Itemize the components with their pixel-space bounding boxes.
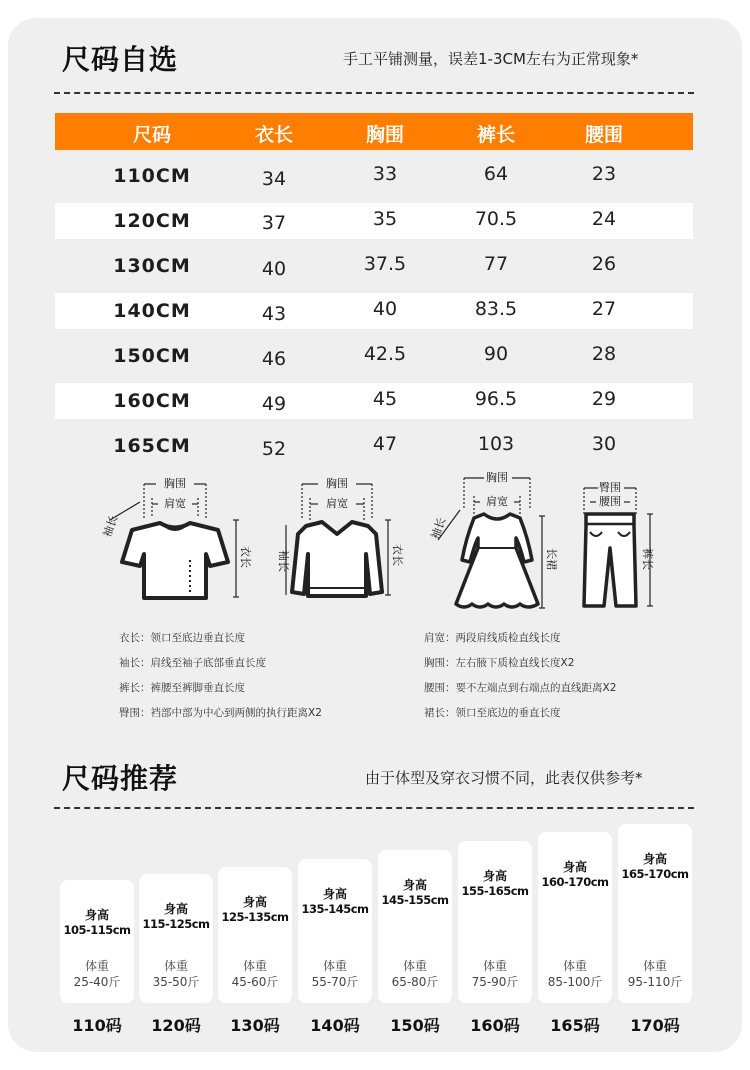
weight-label: 体重 — [242, 959, 267, 973]
sweater-chest-label: 胸围 — [326, 477, 348, 490]
weight-label: 体重 — [322, 959, 347, 973]
pants-diagram — [574, 478, 664, 613]
table-cell: 45 — [372, 388, 398, 410]
sweater-shoulder-label: 肩宽 — [326, 497, 348, 510]
desc-shoulder: 肩宽：两段肩线质检直线长度 — [424, 632, 561, 644]
weight-range: 55-70斤 — [311, 975, 359, 989]
section-title-size-recommend: 尺码推荐 — [62, 762, 179, 795]
table-cell: 24 — [591, 208, 617, 230]
recommend-size-label: 110码 — [72, 1016, 122, 1035]
table-cell: 83.5 — [474, 298, 518, 320]
desc-hip: 臀围：裆部中部为中心到两侧的执行距离X2 — [119, 707, 322, 719]
pants-length-label: 裤长 — [641, 548, 654, 570]
dress-shoulder-label: 肩宽 — [486, 495, 508, 508]
divider — [54, 92, 694, 94]
weight-label: 体重 — [562, 959, 587, 973]
pants-waist-label: 腰围 — [599, 495, 621, 508]
recommend-card — [139, 874, 213, 1003]
height-range: 105-115cm — [63, 923, 131, 937]
recommend-size-label: 120码 — [151, 1016, 201, 1035]
table-cell: 46 — [261, 348, 287, 370]
weight-range: 45-60斤 — [231, 975, 279, 989]
recommend-card — [60, 880, 134, 1003]
height-label: 身高 — [562, 860, 587, 874]
table-cell: 43 — [261, 303, 287, 325]
weight-label: 体重 — [482, 959, 507, 973]
height-range: 165-170cm — [621, 867, 689, 881]
height-label: 身高 — [163, 902, 188, 916]
dress-chest-label: 胸围 — [486, 471, 508, 484]
weight-label: 体重 — [84, 959, 109, 973]
tshirt-length-label: 衣长 — [239, 546, 252, 568]
height-range: 125-135cm — [221, 910, 289, 924]
sweater-sleeve-label: 袖长 — [277, 550, 290, 572]
table-cell-size: 120CM — [113, 210, 191, 232]
table-cell-size: 140CM — [113, 300, 191, 322]
table-cell: 77 — [483, 253, 509, 275]
table-cell: 64 — [483, 163, 509, 185]
header-waist: 腰围 — [584, 124, 624, 146]
table-cell: 35 — [372, 208, 398, 230]
recommend-card — [618, 824, 692, 1003]
sweater-length-label: 衣长 — [391, 544, 404, 566]
desc-waist: 腰围：要不左端点到右端点的直线距离X2 — [424, 682, 617, 694]
table-cell: 27 — [591, 298, 617, 320]
sweater-diagram — [272, 470, 402, 605]
height-range: 145-155cm — [381, 893, 449, 907]
height-range: 115-125cm — [142, 917, 210, 931]
height-range: 155-165cm — [461, 884, 529, 898]
recommend-card — [298, 859, 372, 1003]
measurement-note: 手工平铺测量，误差1-3CM左右为正常现象* — [343, 50, 639, 68]
table-cell: 26 — [591, 253, 617, 275]
weight-range: 65-80斤 — [391, 975, 439, 989]
weight-range: 95-110斤 — [627, 975, 683, 989]
height-label: 身高 — [322, 887, 347, 901]
table-cell: 23 — [591, 163, 617, 185]
table-cell-size: 150CM — [113, 345, 191, 367]
table-cell: 90 — [483, 343, 509, 365]
desc-sleeve: 袖长：肩线至袖子底部垂直长度 — [119, 657, 266, 669]
table-cell: 28 — [591, 343, 617, 365]
tshirt-chest-label: 胸围 — [164, 477, 186, 490]
table-cell-size: 165CM — [113, 435, 191, 457]
recommend-card — [538, 832, 612, 1003]
desc-skirt: 裙长：领口至底边的垂直长度 — [424, 707, 561, 719]
table-header — [55, 113, 693, 150]
pants-hip-label: 臀围 — [599, 481, 621, 494]
recommend-size-label: 170码 — [630, 1016, 680, 1035]
height-range: 135-145cm — [301, 902, 369, 916]
table-cell: 52 — [261, 438, 287, 460]
recommend-card — [378, 850, 452, 1003]
tshirt-shoulder-label: 肩宽 — [164, 497, 186, 510]
recommend-card — [218, 867, 292, 1003]
height-range: 160-170cm — [541, 875, 609, 889]
recommend-size-label: 160码 — [470, 1016, 520, 1035]
table-cell: 29 — [591, 388, 617, 410]
table-cell: 37 — [261, 212, 287, 234]
recommend-card — [458, 841, 532, 1003]
table-cell: 103 — [477, 433, 515, 455]
dress-diagram — [428, 468, 558, 613]
weight-label: 体重 — [402, 959, 427, 973]
table-cell: 40 — [261, 258, 287, 280]
weight-range: 35-50斤 — [152, 975, 200, 989]
recommend-size-label: 165码 — [550, 1016, 600, 1035]
height-label: 身高 — [402, 878, 427, 892]
table-cell: 70.5 — [474, 208, 518, 230]
header-length: 衣长 — [254, 124, 294, 146]
table-cell: 40 — [372, 298, 398, 320]
recommend-note: 由于体型及穿衣习惯不同，此表仅供参考* — [365, 769, 643, 787]
header-size: 尺码 — [132, 124, 172, 146]
dress-sleeve-label: 袖长 — [428, 515, 449, 542]
weight-range: 25-40斤 — [73, 975, 121, 989]
tshirt-diagram — [100, 470, 250, 605]
desc-length: 衣长：领口至底边垂直长度 — [119, 632, 245, 644]
recommend-size-label: 150码 — [390, 1016, 440, 1035]
table-cell: 37.5 — [363, 253, 407, 275]
height-label: 身高 — [642, 852, 667, 866]
weight-range: 85-100斤 — [547, 975, 603, 989]
table-cell-size: 130CM — [113, 255, 191, 277]
height-label: 身高 — [84, 908, 109, 922]
height-label: 身高 — [482, 869, 507, 883]
table-cell-size: 110CM — [113, 165, 191, 187]
table-cell: 96.5 — [474, 388, 518, 410]
weight-label: 体重 — [163, 959, 188, 973]
header-pants-length: 裤长 — [476, 124, 516, 146]
dress-length-label: 长裙 — [545, 548, 558, 570]
height-label: 身高 — [242, 895, 267, 909]
table-cell: 42.5 — [363, 343, 407, 365]
table-cell: 30 — [591, 433, 617, 455]
recommend-size-label: 140码 — [310, 1016, 360, 1035]
section-title-size-select: 尺码自选 — [62, 43, 179, 76]
tshirt-sleeve-label: 袖长 — [100, 513, 121, 540]
table-cell: 49 — [261, 393, 287, 415]
table-cell: 34 — [261, 168, 287, 190]
weight-label: 体重 — [642, 959, 667, 973]
table-cell-size: 160CM — [113, 390, 191, 412]
divider — [54, 807, 694, 809]
weight-range: 75-90斤 — [471, 975, 519, 989]
table-cell: 33 — [372, 163, 398, 185]
header-chest: 胸围 — [365, 124, 405, 146]
recommend-size-label: 130码 — [230, 1016, 280, 1035]
table-cell: 47 — [372, 433, 398, 455]
desc-chest: 胸围：左右腋下质检直线长度X2 — [424, 657, 575, 669]
desc-pants: 裤长：裤腰至裤脚垂直长度 — [119, 682, 245, 694]
